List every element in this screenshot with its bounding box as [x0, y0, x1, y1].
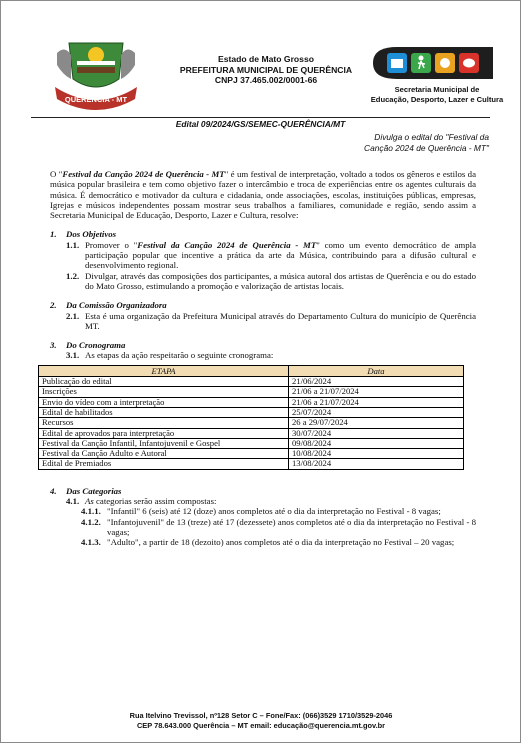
- document-body: [42, 169, 476, 548]
- data-cell: 21/06 a 21/07/2024: [289, 397, 464, 407]
- item-4-1-1: [50, 506, 476, 516]
- etapa-cell: Inscrições: [39, 387, 289, 397]
- intro-pre: O ": [50, 169, 63, 179]
- item-text: "Infantil" 6 (seis) até 12 (doze) anos completos até o dia da interpretação no Festival - 8 vagas;: [107, 506, 441, 517]
- cnpj: CNPJ 37.465.002/0001-66: [214, 75, 318, 85]
- item-text-post: " como um evento democrático de ampla participação popular que incentive a prática da arte da Música, contribuindo para a difusão cultural e desenvolvimento regional.: [85, 239, 476, 271]
- section-heading-comissao: [50, 300, 476, 310]
- data-cell: 09/08/2024: [289, 438, 464, 448]
- header-etapa: ETAPA: [39, 365, 289, 376]
- item-text-rest: categorias serão assim compostas:: [93, 496, 217, 507]
- item-number: 1.1.: [66, 239, 80, 250]
- section-heading-cronograma: [50, 340, 476, 350]
- item-text: "Infantojuvenil" de 13 (treze) até 17 (dezessete) anos completos até o dia da interpretação no Festival - 8 vagas;: [107, 516, 476, 537]
- item-1-1: [50, 240, 476, 271]
- item-number: 4.1.: [66, 496, 80, 507]
- etapa-cell: Edital de aprovados para interpretação: [39, 428, 289, 438]
- etapa-cell: Publicação do edital: [39, 377, 289, 387]
- secretaria-name: [367, 85, 507, 104]
- item-number: 1.2.: [66, 270, 80, 281]
- edital-title: Edital 09/2024/GS/SEMEC-QUERÊNCIA/MT: [175, 119, 346, 129]
- intro-text: " é um festival de interpretação, voltado a todos os gêneros e estilos da música popular brasileira e tem como objetivo fazer o intercâmbio e troca de experiências entre os agentes culturais da música. É democrático e motivador da cultura e cidadania, onde associações, escolas, instituições públicas, empresas, Igrejas e músicos independentes possam mostrar seus trabalhos a familiares, comunidade e região, sendo assim a Secretaria Municipal de Educação, Desporto, Lazer e Cultura, resolve:: [50, 169, 476, 221]
- secretaria-line-1: Secretaria Municipal de: [394, 85, 480, 94]
- header-data: Data: [289, 365, 464, 376]
- table-row: [39, 397, 464, 407]
- edital-summary-line-2: Canção 2024 de Querência - MT": [364, 143, 489, 153]
- section-title: Das Categorias: [66, 485, 122, 496]
- footer-contact: CEP 78.643.000 Querência – MT email: educação@querencia.mt.gov.br: [136, 720, 386, 730]
- table-row: [39, 428, 464, 438]
- item-text: [85, 240, 476, 271]
- crest-banner-text: QUERÊNCIA - MT: [64, 95, 128, 104]
- item-text: As etapas da ação respeitarão o seguinte cronograma:: [85, 350, 274, 361]
- section-number: 2.: [50, 300, 57, 311]
- section-title: Da Comissão Organizadora: [66, 300, 167, 311]
- item-number: 4.1.3.: [81, 537, 101, 548]
- cronograma-table: [38, 365, 464, 470]
- intro-paragraph: [50, 169, 476, 220]
- item-number: 3.1.: [66, 350, 80, 361]
- data-cell: 26 a 29/07/2024: [289, 418, 464, 428]
- table-row: [39, 387, 464, 397]
- etapa-cell: Edital de Premiados: [39, 459, 289, 469]
- data-cell: 30/07/2024: [289, 428, 464, 438]
- item-text: Divulgar, através das composições dos participantes, a música autoral dos artistas de Querência e ou do estado do Mato Grosso, estimulando a promoção e valorização de artistas locais.: [85, 270, 476, 291]
- item-number: 4.1.2.: [81, 516, 101, 527]
- section-title: Dos Objetivos: [66, 229, 117, 240]
- data-cell: 21/06/2024: [289, 377, 464, 387]
- table-row: [39, 377, 464, 387]
- item-number: 2.1.: [66, 310, 80, 321]
- etapa-cell: Festival da Canção Adulto e Autoral: [39, 449, 289, 459]
- etapa-cell: Envio do vídeo com a interpretação: [39, 397, 289, 407]
- querencia-crest-logo: [49, 35, 143, 115]
- item-3-1: [50, 350, 476, 360]
- state-name: Estado de Mato Grosso: [218, 54, 314, 64]
- data-cell: 21/06 a 21/07/2024: [289, 387, 464, 397]
- item-2-1: [50, 311, 476, 332]
- item-1-2: [50, 271, 476, 292]
- item-text: [85, 496, 476, 506]
- prefeitura-name: PREFEITURA MUNICIPAL DE QUERÊNCIA: [179, 64, 353, 75]
- section-title: Do Cronograma: [66, 340, 126, 351]
- edital-summary-line-1: Divulga o edital do "Festival da: [374, 132, 489, 142]
- section-heading-objetivos: [50, 229, 476, 239]
- header-separator: [31, 117, 490, 118]
- section-number: 4.: [50, 485, 57, 496]
- item-4-1-2: [50, 517, 476, 538]
- page-footer: [41, 711, 481, 730]
- item-number: 4.1.1.: [81, 506, 101, 517]
- section-number: 3.: [50, 340, 57, 351]
- item-4-1: [50, 496, 476, 506]
- etapa-cell: Recursos: [39, 418, 289, 428]
- item-text: "Adulto", a partir de 18 (dezoito) anos completos até o dia da interpretação no Festival – 20 vagas;: [107, 537, 455, 548]
- data-cell: 10/08/2024: [289, 449, 464, 459]
- festival-name: Festival da Canção 2024 de Querência - MT: [137, 239, 317, 250]
- table-row: [39, 459, 464, 469]
- etapa-cell: Festival da Canção Infantil, Infantojuvenil e Gospel: [39, 438, 289, 448]
- section-number: 1.: [50, 229, 57, 240]
- table-row: [39, 418, 464, 428]
- table-row: [39, 449, 464, 459]
- festival-name: Festival da Canção 2024 de Querência - MT: [62, 169, 225, 179]
- item-text: Esta é uma organização da Prefeitura Municipal através do Departamento Cultura do município de Querência MT.: [85, 310, 476, 331]
- table-header-row: [39, 365, 464, 376]
- table-row: [39, 438, 464, 448]
- data-cell: 13/08/2024: [289, 459, 464, 469]
- item-text-pre: Promover o ": [85, 239, 138, 250]
- section-heading-categorias: [50, 486, 476, 496]
- edital-summary: [321, 132, 489, 154]
- etapa-cell: Edital de habilitados: [39, 407, 289, 417]
- semec-logo: [369, 43, 497, 83]
- data-cell: 25/07/2024: [289, 407, 464, 417]
- header-center: [151, 54, 381, 86]
- table-row: [39, 407, 464, 417]
- item-4-1-3: [50, 537, 476, 547]
- item-text-italic: As: [85, 496, 94, 507]
- footer-address: Rua Itelvino Trevissol, nº128 Setor C – Fone/Fax: (066)3529 1710/3529-2046: [129, 711, 393, 720]
- secretaria-line-2: Educação, Desporto, Lazer e Cultura: [370, 94, 504, 104]
